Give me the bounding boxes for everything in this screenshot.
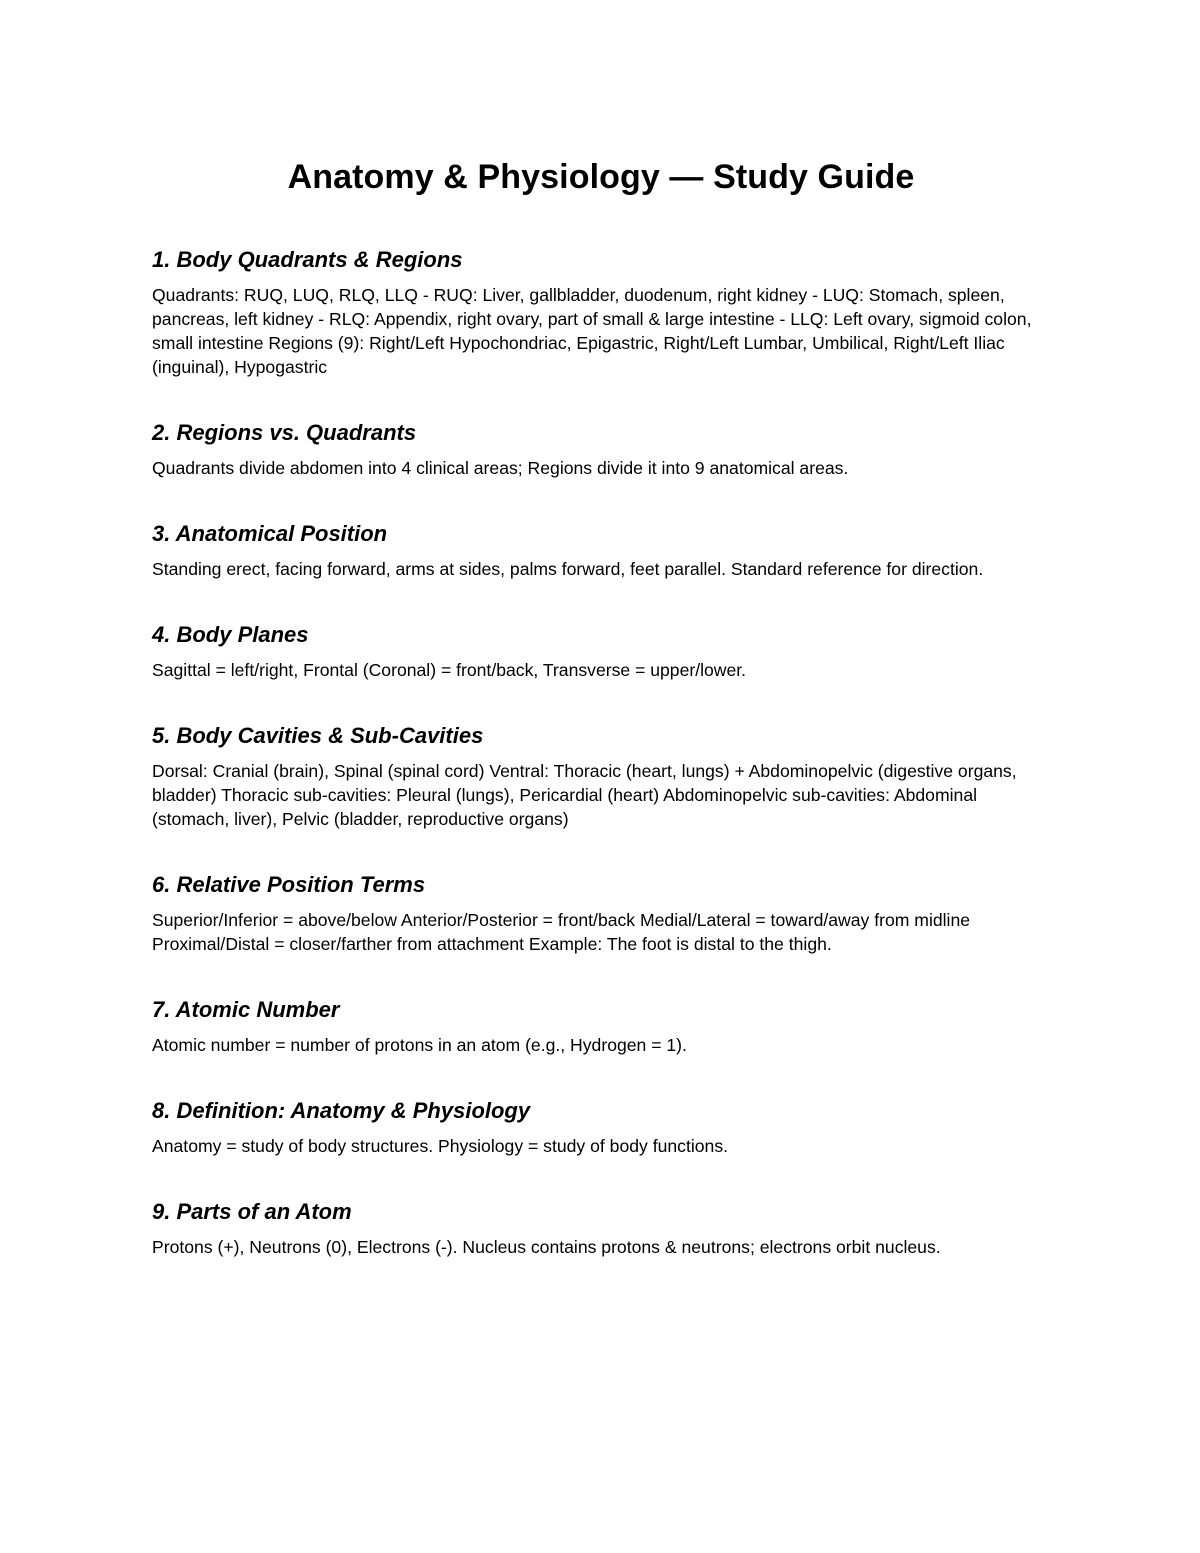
section-text: Dorsal: Cranial (brain), Spinal (spinal cord) Ventral: Thoracic (heart, lungs) + Abdominopelvic (digestive organs, bladder) Thoracic sub-cavities: Pleural (lungs), Pericardial (heart) Abdominopelvic sub-cavities: Abdominal (stomach, liver), Pelvic (bladder, reproductive organs) [152,761,1017,829]
section-heading: 9. Parts of an Atom [152,1199,352,1224]
section-text: Superior/Inferior = above/below Anterior/Posterior = front/back Medial/Lateral = toward/away from midline Proximal/Distal = closer/farther from attachment Example: The foot is distal to the thigh. [152,910,971,954]
section-parts-of-an-atom [152,1197,1050,1259]
section-body-cavities [152,721,1050,831]
section-anatomical-position [152,519,1050,581]
section-atomic-number [152,995,1050,1057]
section-text: Sagittal = left/right, Frontal (Coronal) = front/back, Transverse = upper/lower. [152,660,747,680]
section-text: Quadrants divide abdomen into 4 clinical areas; Regions divide it into 9 anatomical areas. [152,458,849,478]
section-text: Atomic number = number of protons in an atom (e.g., Hydrogen = 1). [152,1035,687,1055]
section-heading: 6. Relative Position Terms [152,872,426,897]
page-title: Anatomy & Physiology — Study Guide [287,158,915,196]
section-text: Anatomy = study of body structures. Physiology = study of body functions. [152,1136,729,1156]
section-relative-position-terms [152,870,1050,956]
section-heading: 5. Body Cavities & Sub-Cavities [152,723,484,748]
section-text: Quadrants: RUQ, LUQ, RLQ, LLQ - RUQ: Liver, gallbladder, duodenum, right kidney - LUQ: Stomach, spleen, pancreas, left kidney - RLQ: Appendix, right ovary, part of small & large intestine - LLQ: Left ovary, sigmoid colon, small intestine Regions (9): Right/Left Hypochondriac, Epigastric, Right/Left Lumbar, Umbilical, Right/Left Iliac (inguinal), Hypogastric [152,285,1032,377]
section-heading: 8. Definition: Anatomy & Physiology [152,1098,531,1123]
section-text: Standing erect, facing forward, arms at sides, palms forward, feet parallel. Standard reference for direction. [152,559,984,579]
section-list [152,245,1050,1259]
section-heading: 7. Atomic Number [152,997,340,1022]
section-heading: 4. Body Planes [152,622,309,647]
section-body-planes [152,620,1050,682]
section-heading: 2. Regions vs. Quadrants [152,420,417,445]
section-heading: 1. Body Quadrants & Regions [152,247,463,272]
section-regions-vs-quadrants [152,418,1050,480]
section-definition-anatomy-physiology [152,1096,1050,1158]
section-heading: 3. Anatomical Position [152,521,388,546]
section-body-quadrants-regions [152,245,1050,379]
section-text: Protons (+), Neutrons (0), Electrons (-). Nucleus contains protons & neutrons; electrons orbit nucleus. [152,1237,941,1257]
